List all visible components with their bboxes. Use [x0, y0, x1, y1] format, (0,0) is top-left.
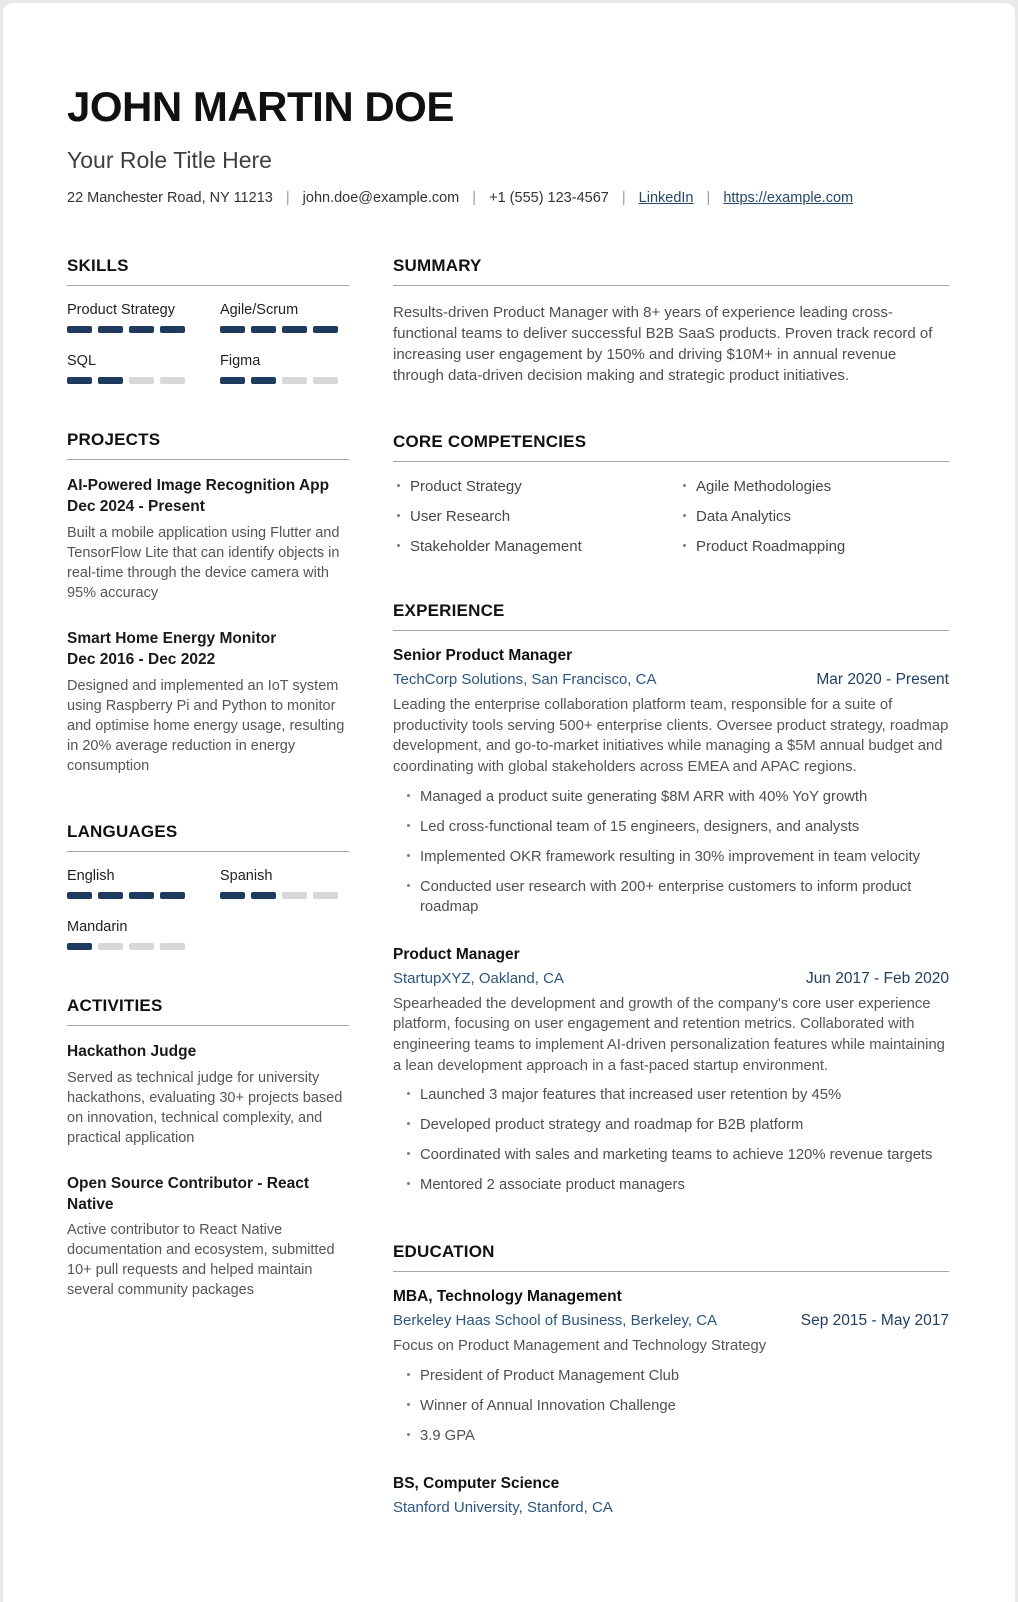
skill-label: SQL [67, 353, 97, 369]
bullet-dot-icon [407, 1433, 410, 1436]
competency-item [397, 538, 663, 555]
skill-level-meter [67, 326, 196, 333]
job-bullet [407, 788, 949, 808]
contact-separator: | [706, 190, 711, 206]
project-item [67, 629, 349, 776]
job-bullet-text: Implemented OKR framework resulting in 30% improvement in team velocity [420, 848, 921, 865]
bullet-dot-icon [407, 1403, 410, 1406]
summary-section [393, 256, 949, 386]
bullet-dot-icon [683, 484, 686, 487]
left-column [67, 256, 349, 1562]
job-bullet [407, 1146, 949, 1166]
summary-text: Results-driven Product Manager with 8+ years of experience leading cross-functional teams to deliver successful B2B SaaS products. Proven track record of increasing user engagement by 150% and driving $10M+ in annual revenue through data-driven decision making and strategic product initiatives. [393, 304, 933, 384]
competency-label: Product Roadmapping [696, 538, 846, 555]
language-label: Spanish [220, 867, 273, 884]
job-bullet [407, 848, 949, 868]
bullet-dot-icon [397, 484, 400, 487]
job-bullet-list [393, 788, 949, 918]
job-title: Senior Product Manager [393, 647, 573, 664]
skill-item [220, 353, 349, 384]
project-name: AI-Powered Image Recognition App [67, 477, 330, 494]
activity-item [67, 1174, 349, 1301]
skill-level-meter [220, 326, 349, 333]
language-level-meter [220, 892, 349, 899]
job-bullet [407, 878, 949, 918]
education-bullet-text: President of Product Management Club [420, 1368, 680, 1385]
languages-grid [67, 868, 349, 950]
project-dates: Dec 2024 - Present [67, 497, 205, 515]
job-bullet-text: Conducted user research with 200+ enterprise customers to inform product roadmap [420, 878, 912, 915]
job-description: Spearheaded the development and growth of the company's core user experience platform, focusing on user engagement and retention metrics. Collaborated with engineering teams to implement AI-driven personalization features while maintaining a lean development approach in a fast-paced startup environment. [393, 995, 945, 1074]
contact-separator: | [472, 190, 477, 206]
website-link[interactable]: https://example.com [723, 190, 854, 206]
activity-description: Served as technical judge for university hackathons, evaluating 30+ projects based on innovation, technical complexity, and practical application [67, 1069, 343, 1146]
language-item [67, 919, 196, 950]
contact-separator: | [285, 190, 290, 206]
bullet-dot-icon [407, 854, 410, 857]
languages-section-title: LANGUAGES [67, 822, 349, 852]
skill-level-meter [67, 377, 196, 384]
education-bullet [407, 1367, 949, 1387]
right-column [393, 256, 949, 1562]
experience-entry [393, 647, 949, 918]
skill-label: Product Strategy [67, 302, 175, 318]
job-bullet-text: Coordinated with sales and marketing teams to achieve 120% revenue targets [420, 1147, 933, 1164]
project-dates: Dec 2016 - Dec 2022 [67, 650, 216, 668]
competencies-grid [393, 478, 949, 555]
job-meta [393, 671, 949, 689]
education-dates: Sep 2015 - May 2017 [800, 1312, 949, 1330]
job-bullet-text: Launched 3 major features that increased user retention by 45% [420, 1087, 842, 1104]
degree-title: MBA, Technology Management [393, 1288, 622, 1306]
language-item [67, 868, 196, 899]
contact-phone: +1 (555) 123-4567 [489, 190, 609, 206]
bullet-dot-icon [683, 514, 686, 517]
activity-description: Active contributor to React Native documentation and ecosystem, submitted 10+ pull requests and helped maintain several community packages [67, 1222, 335, 1299]
school-name: Stanford University, Stanford, CA [393, 1498, 613, 1516]
competency-label: Agile Methodologies [696, 478, 832, 495]
competency-item [683, 478, 949, 495]
skill-item [220, 302, 349, 333]
project-name: Smart Home Energy Monitor [67, 629, 277, 647]
contact-address: 22 Manchester Road, NY 11213 [67, 190, 273, 206]
project-description: Built a mobile application using Flutter and TensorFlow Lite that can identify objects in real-time through the device camera with 95% accuracy [67, 524, 340, 601]
language-label: Mandarin [67, 918, 128, 935]
languages-section [67, 822, 349, 950]
language-item [220, 868, 349, 899]
bullet-dot-icon [397, 514, 400, 517]
projects-section-title: PROJECTS [67, 430, 349, 460]
education-focus: Focus on Product Management and Technology Strategy [393, 1338, 767, 1355]
competency-label: Data Analytics [696, 508, 792, 525]
skill-level-meter [220, 377, 349, 384]
skill-label: Figma [220, 353, 261, 369]
job-bullet [407, 818, 949, 838]
projects-section [67, 430, 349, 776]
education-bullet-list [393, 1367, 949, 1447]
skills-section [67, 256, 349, 384]
competency-item [683, 508, 949, 525]
competency-item [397, 508, 663, 525]
job-title: Product Manager [393, 945, 520, 963]
competency-item [397, 478, 663, 495]
competency-label: User Research [410, 508, 511, 525]
job-description: Leading the enterprise collaboration platform team, responsible for a suite of productivity tools serving 500+ enterprise clients. Oversee product strategy, roadmap development, and go-to-market initiatives while managing a $5M annual budget and coordinating with global stakeholders across EMEA and APAC regions. [393, 697, 949, 776]
bullet-dot-icon [407, 1373, 410, 1376]
resume-page [3, 3, 1015, 1602]
activity-name: Open Source Contributor - React Native [67, 1174, 309, 1213]
bullet-dot-icon [407, 794, 410, 797]
experience-entry [393, 946, 949, 1197]
summary-section-title: SUMMARY [393, 256, 949, 286]
project-description: Designed and implemented an IoT system using Raspberry Pi and Python to monitor and optimise home energy usage, resulting in 20% average reduction in energy consumption [67, 677, 345, 774]
activities-section-title: ACTIVITIES [67, 996, 349, 1026]
job-bullet-text: Mentored 2 associate product managers [420, 1177, 685, 1194]
bullet-dot-icon [407, 1182, 410, 1185]
job-company: TechCorp Solutions, San Francisco, CA [393, 671, 657, 688]
contact-email: john.doe@example.com [302, 190, 460, 206]
education-section [393, 1242, 949, 1516]
skill-label: Agile/Scrum [220, 302, 299, 318]
bullet-dot-icon [407, 824, 410, 827]
job-bullet-text: Led cross-functional team of 15 engineers, designers, and analysts [420, 818, 860, 835]
skills-section-title: SKILLS [67, 256, 349, 286]
resume-header [67, 83, 949, 206]
skill-item [67, 353, 196, 384]
education-bullet-text: Winner of Annual Innovation Challenge [420, 1398, 676, 1415]
language-label: English [67, 867, 115, 884]
contact-separator: | [621, 190, 626, 206]
job-bullet [407, 1086, 949, 1106]
resume-body [67, 256, 949, 1562]
competency-label: Stakeholder Management [410, 538, 582, 555]
bullet-dot-icon [397, 544, 400, 547]
education-entry [393, 1288, 949, 1447]
job-dates: Mar 2020 - Present [816, 671, 949, 688]
activity-item [67, 1042, 349, 1148]
competency-item [683, 538, 949, 555]
activities-section [67, 996, 349, 1301]
school-name: Berkeley Haas School of Business, Berkeley, CA [393, 1312, 718, 1330]
role-title: Your Role Title Here [67, 147, 272, 173]
job-dates: Jun 2017 - Feb 2020 [805, 969, 949, 987]
education-bullet [407, 1397, 949, 1417]
degree-title: BS, Computer Science [393, 1474, 560, 1492]
education-entry [393, 1475, 949, 1516]
education-bullet-text: 3.9 GPA [420, 1427, 475, 1444]
skills-grid [67, 302, 349, 384]
job-bullet [407, 1116, 949, 1136]
education-bullet [407, 1427, 949, 1447]
education-section-title: EDUCATION [393, 1242, 949, 1272]
bullet-dot-icon [683, 544, 686, 547]
job-company: StartupXYZ, Oakland, CA [393, 969, 564, 987]
job-bullet-text: Managed a product suite generating $8M ARR with 40% YoY growth [420, 788, 868, 805]
linkedin-link[interactable]: LinkedIn [638, 190, 694, 206]
core-competencies-section [393, 432, 949, 555]
bullet-dot-icon [407, 1122, 410, 1125]
education-meta [393, 1312, 949, 1330]
job-bullet-text: Developed product strategy and roadmap for B2B platform [420, 1117, 804, 1134]
bullet-dot-icon [407, 1152, 410, 1155]
candidate-name: JOHN MARTIN DOE [67, 83, 454, 130]
skill-item [67, 302, 196, 333]
job-meta [393, 970, 949, 988]
education-meta [393, 1499, 949, 1516]
language-level-meter [67, 892, 196, 899]
core-competencies-title: CORE COMPETENCIES [393, 432, 949, 462]
activity-name: Hackathon Judge [67, 1042, 197, 1060]
job-bullet-list [393, 1086, 949, 1196]
project-item [67, 476, 349, 603]
competency-label: Product Strategy [410, 478, 522, 495]
experience-section [393, 601, 949, 1196]
bullet-dot-icon [407, 1092, 410, 1095]
job-bullet [407, 1176, 949, 1196]
language-level-meter [67, 943, 196, 950]
bullet-dot-icon [407, 884, 410, 887]
experience-section-title: EXPERIENCE [393, 601, 949, 631]
contact-line [67, 190, 949, 206]
